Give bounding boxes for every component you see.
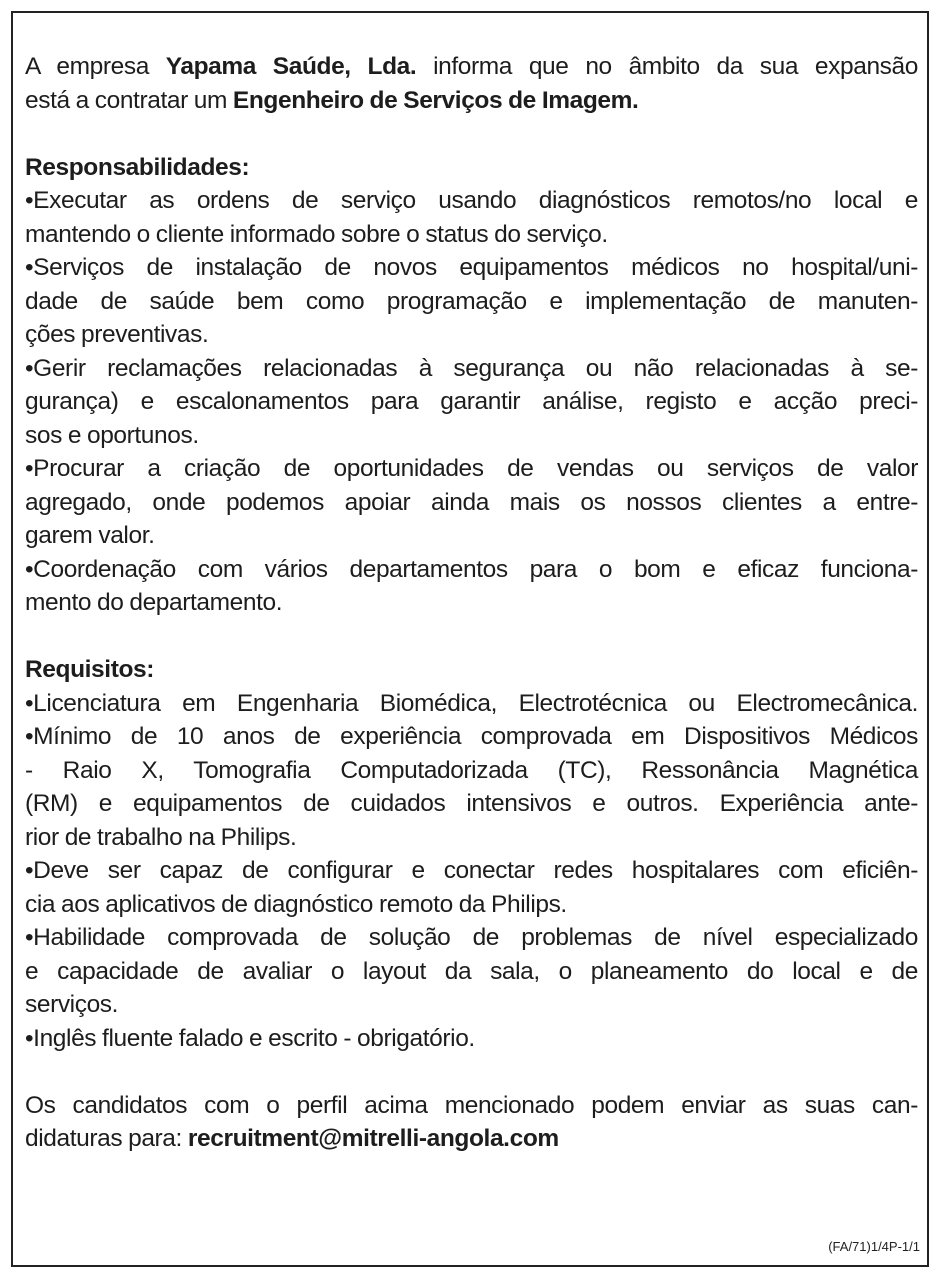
position-title: Engenheiro de Serviços de Imagem. (232, 86, 639, 114)
spacer (25, 1055, 918, 1089)
intro-line-1 (25, 50, 918, 84)
closing-line-2 (25, 1122, 918, 1156)
responsibility-line: •Gerir reclamações relacionadas à segurança ou não relacionadas à se- (25, 354, 918, 382)
responsibility-line: •Executar as ordens de serviço usando diagnósticos remotos/no local e (25, 187, 918, 214)
company-name: Yapama Saúde, Lda. (165, 53, 417, 80)
responsibilities-section (25, 151, 918, 620)
responsibility-line: ções preventivas. (25, 321, 209, 348)
responsibility-line: gurança) e escalonamentos para garantir análise, registo e acção preci- (25, 388, 918, 415)
responsibility-line: mento do departamento. (25, 589, 283, 616)
requirement-line: •Licenciatura em Engenharia Biomédica, Electrotécnica ou Electromecânica. (25, 689, 918, 717)
reference-code: (FA/71)1/4P-1/1 (828, 1239, 920, 1254)
responsibilities-heading: Responsabilidades: (25, 153, 250, 181)
requirement-line: e capacidade de avaliar o layout da sala, o planeamento do local e de (25, 957, 918, 985)
responsibility-line: agregado, onde podemos apoiar ainda mais os nossos clientes a entre- (25, 488, 918, 516)
intro-paragraph (25, 50, 918, 117)
requirement-line: (RM) e equipamentos de cuidados intensivos e outros. Experiência ante- (25, 790, 918, 817)
requirements-heading: Requisitos: (25, 656, 154, 683)
intro-line-2-prefix: está a contratar um (25, 86, 233, 114)
closing-line-1: Os candidatos com o perfil acima mencionado podem enviar as suas can- (25, 1091, 918, 1119)
responsibility-line: dade de saúde bem como programação e implementação de manuten- (25, 287, 918, 315)
requirement-line: •Habilidade comprovada de solução de problemas de nível especializado (25, 924, 918, 951)
spacer (25, 620, 918, 654)
intro-prefix: A empresa (25, 53, 166, 80)
contact-email[interactable]: recruitment@mitrelli-angola.com (187, 1125, 559, 1152)
job-advertisement (25, 50, 918, 1156)
closing-prefix: didaturas para: (25, 1125, 188, 1152)
intro-suffix: informa que no âmbito da sua expansão (416, 53, 918, 80)
spacer (25, 117, 918, 151)
requirement-line: •Deve ser capaz de configurar e conectar redes hospitalares com eficiên- (25, 857, 918, 884)
requirement-line: •Inglês fluente falado e escrito - obrigatório. (25, 1024, 475, 1052)
responsibility-line: •Procurar a criação de oportunidades de vendas ou serviços de valor (25, 455, 918, 482)
requirement-line: - Raio X, Tomografia Computadorizada (TC), Ressonância Magnética (25, 756, 918, 784)
requirement-line: rior de trabalho na Philips. (25, 823, 297, 851)
responsibility-line: •Serviços de instalação de novos equipamentos médicos no hospital/uni- (25, 254, 918, 281)
responsibility-line: mantendo o cliente informado sobre o status do serviço. (25, 220, 608, 248)
closing-paragraph (25, 1089, 918, 1156)
responsibility-line: sos e oportunos. (25, 421, 199, 449)
requirement-line: •Mínimo de 10 anos de experiência comprovada em Dispositivos Médicos (25, 723, 918, 750)
requirement-line: cia aos aplicativos de diagnóstico remoto da Philips. (25, 890, 567, 918)
intro-line-2 (25, 84, 918, 118)
requirements-section (25, 653, 918, 1055)
responsibility-line: garem valor. (25, 522, 155, 549)
responsibility-line: •Coordenação com vários departamentos para o bom e eficaz funciona- (25, 555, 918, 583)
requirement-line: serviços. (25, 991, 119, 1018)
